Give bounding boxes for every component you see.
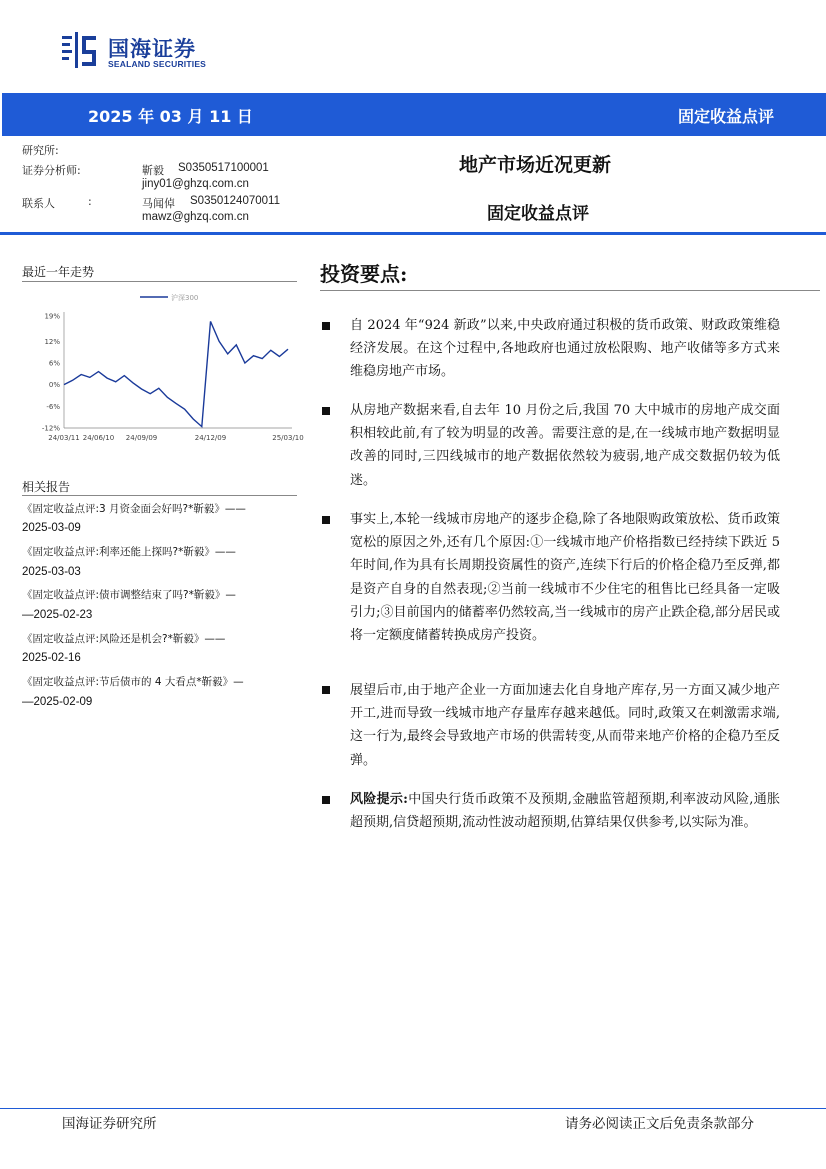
related-report-4[interactable]: 《固定收益点评:风险还是机会?*靳毅》——	[22, 633, 226, 645]
analyst-email[interactable]: jiny01@ghzq.com.cn	[142, 178, 249, 190]
y-tick-label: 0%	[48, 381, 60, 390]
contact-name: 马闻倬	[142, 197, 175, 210]
y-tick-label: 19%	[44, 312, 60, 321]
y-tick-label: -6%	[46, 402, 60, 411]
related-heading: 相关报告	[22, 480, 71, 494]
related-report-4-date: 2025-02-16	[22, 652, 81, 664]
contact-email[interactable]: mawz@ghzq.com.cn	[142, 211, 249, 223]
analyst-name: 靳毅	[142, 164, 164, 177]
sealand-logo-icon	[60, 30, 100, 70]
trend-rule	[22, 281, 297, 282]
bullet-icon	[322, 516, 330, 524]
related-report-5[interactable]: 《固定收益点评:节后债市的 4 大看点*靳毅》—	[22, 676, 244, 688]
analyst-label: 证券分析师:	[22, 164, 81, 177]
related-report-3-date: —2025-02-23	[22, 609, 93, 621]
institute-label: 研究所:	[22, 144, 59, 157]
key-point-2: 从房地产数据来看,自去年 10 月份之后,我国 70 大中城市的房地产成交面积相较此前,有了较为明显的改善。需要注意的是,在一线城市地产数据明显改善的同时,三四线城市的地产数据依然较为疲弱,地产成交数据仍较为低迷。	[350, 403, 780, 488]
key-point-3: 事实上,本轮一线城市房地产的逐步企稳,除了各地限购政策放松、货币政策宽松的原因之外,还有几个原因:①一线城市地产价格指数已经持续下跌近 5 年时间,作为具有长周期投资属性的资产,连续下行后的价格企稳乃至反弹,都是资产自身的自然表现;②当前一线城市不少住宅的租售比已经具备一定吸引力;③目前国内的储蓄率仍然较高,当一线城市的房产止跌企稳,部分居民或将一定额度储蓄转换成房产投资。	[350, 512, 780, 644]
x-tick-label: 24/06/10	[82, 434, 115, 442]
y-tick-label: -12%	[41, 424, 60, 433]
risk-text: 中国央行货币政策不及预期,金融监管超预期,利率波动风险,通胀超预期,信贷超预期,流动性波动超预期,估算结果仅供参考,以实际为准。	[350, 792, 780, 831]
footer-institute: 国海证券研究所	[62, 1116, 157, 1132]
y-tick-label: 6%	[48, 359, 60, 368]
bullet-icon	[322, 686, 330, 694]
risk-label: 风险提示:	[350, 792, 408, 807]
related-report-1[interactable]: 《固定收益点评:3 月资金面会好吗?*靳毅》——	[22, 503, 246, 515]
key-points-rule	[320, 290, 820, 291]
related-report-5-date: —2025-02-09	[22, 696, 93, 708]
related-report-2[interactable]: 《固定收益点评:利率还能上探吗?*靳毅》——	[22, 546, 236, 558]
bullet-icon	[322, 407, 330, 415]
contact-label: 联系人	[22, 197, 55, 210]
chart-legend	[140, 293, 198, 302]
risk-warning	[350, 788, 780, 834]
report-date: 2025 年 03 月 11 日	[88, 107, 253, 126]
related-rule	[22, 495, 297, 496]
header-divider	[0, 232, 826, 235]
related-report-3[interactable]: 《固定收益点评:债市调整结束了吗?*靳毅》—	[22, 589, 236, 601]
legend-label: 沪深300	[171, 294, 199, 302]
related-report-1-date: 2025-03-09	[22, 522, 81, 534]
x-tick-label: 24/09/09	[125, 434, 158, 442]
contact-id: S0350124070011	[190, 195, 280, 207]
logo-text-cn: 国海证券	[108, 37, 196, 61]
analyst-id: S0350517100001	[178, 162, 269, 174]
related-report-2-date: 2025-03-03	[22, 566, 81, 578]
x-tick-label: 24/12/09	[194, 434, 227, 442]
bullet-icon	[322, 322, 330, 330]
report-title: 地产市场近况更新	[459, 154, 612, 176]
contact-colon: :	[88, 195, 92, 208]
key-point-4: 展望后市,由于地产企业一方面加速去化自身地产库存,另一方面又减少地产开工,进而导致一线城市地产存量库存越来越低。同时,政策又在刺激需求端,这一行为,最终会导致地产市场的供需转变,从而带来地产价格的企稳乃至反弹。	[350, 683, 780, 768]
report-type: 固定收益点评	[677, 107, 774, 126]
report-subtitle: 固定收益点评	[487, 204, 589, 224]
series-line-hs300	[64, 321, 288, 426]
bullet-icon	[322, 796, 330, 804]
key-point-1: 自 2024 年“924 新政”以来,中央政府通过积极的货币政策、财政政策维稳经济发展。在这个过程中,各地政府也通过放松限购、地产收储等多方式来维稳房地产市场。	[350, 318, 780, 380]
logo-text-en: SEALAND SECURITIES	[108, 59, 207, 69]
x-tick-label: 25/03/10	[272, 434, 304, 442]
key-points-heading: 投资要点:	[320, 262, 408, 286]
trend-heading: 最近一年走势	[22, 265, 95, 279]
y-tick-label: 12%	[44, 337, 60, 346]
footer-rule	[0, 1108, 826, 1109]
trend-chart	[22, 288, 304, 448]
footer-disclaimer: 请务必阅读正文后免责条款部分	[565, 1116, 754, 1132]
x-tick-label: 24/03/11	[48, 434, 80, 442]
